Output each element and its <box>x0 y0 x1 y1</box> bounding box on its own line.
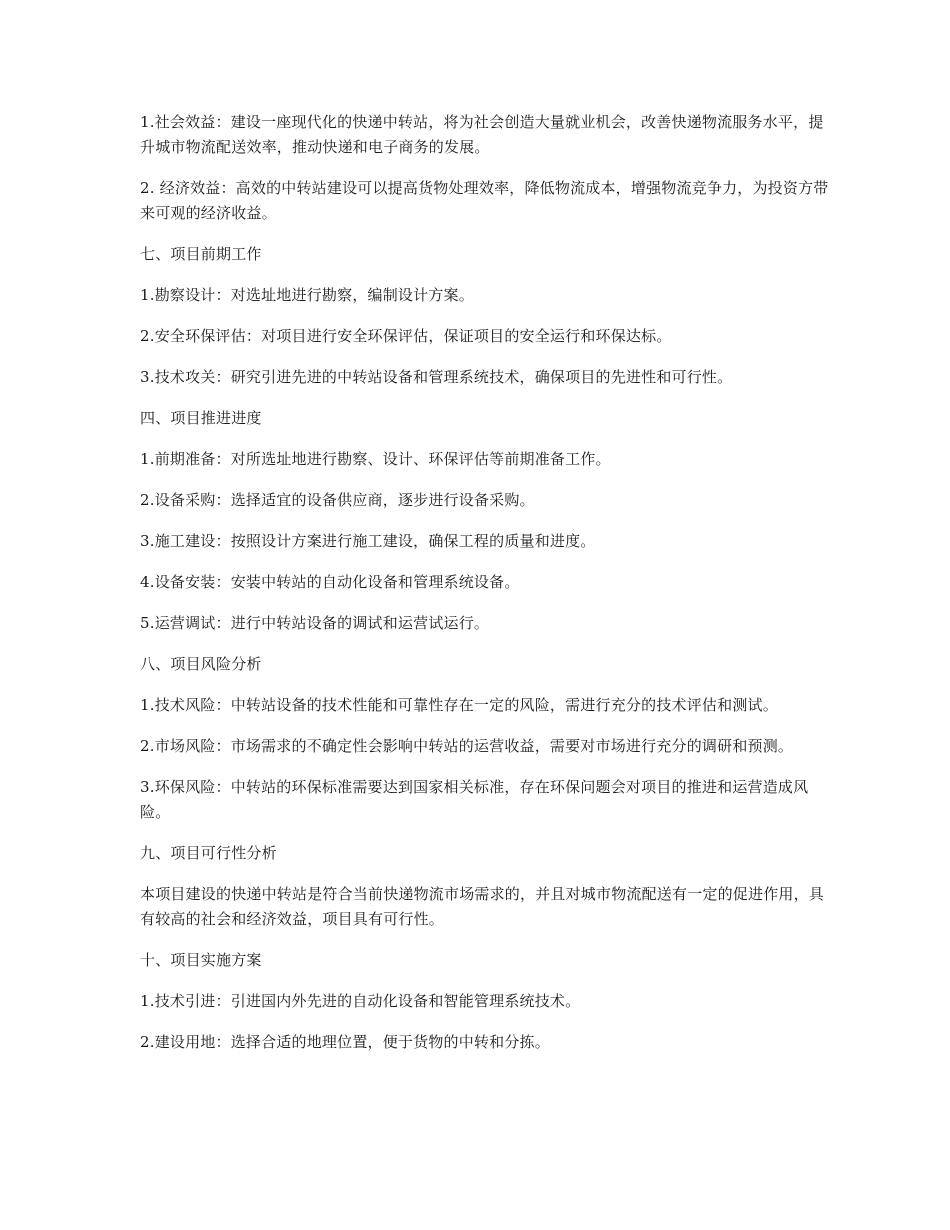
paragraph-feasibility: 本项目建设的快递中转站是符合当前快递物流市场需求的，并且对城市物流配送有一定的促进作用，具有较高的社会和经济效益，项目具有可行性。 <box>140 885 825 928</box>
paragraph-commissioning: 5.运营调试：进行中转站设备的调试和运营试运行。 <box>140 614 490 632</box>
section-heading-risk-analysis: 八、项目风险分析 <box>140 655 262 673</box>
paragraph-installation: 4.设备安装：安装中转站的自动化设备和管理系统设备。 <box>140 573 520 591</box>
paragraph-technology-introduction: 1.技术引进：引进国内外先进的自动化设备和智能管理系统技术。 <box>140 992 581 1010</box>
paragraph-procurement: 2.设备采购：选择适宜的设备供应商，逐步进行设备采购。 <box>140 491 535 509</box>
paragraph-environmental-risk: 3.环保风险：中转站的环保标准需要达到国家相关标准，存在环保问题会对项目的推进和运营造成风险。 <box>140 778 809 821</box>
paragraph-preparation: 1.前期准备：对所选址地进行勘察、设计、环保评估等前期准备工作。 <box>140 450 611 468</box>
section-heading-progress: 四、项目推进进度 <box>140 409 262 427</box>
paragraph-technical-risk: 1.技术风险：中转站设备的技术性能和可靠性存在一定的风险，需进行充分的技术评估和测试。 <box>140 696 778 714</box>
paragraph-technical-research: 3.技术攻关：研究引进先进的中转站设备和管理系统技术，确保项目的先进性和可行性。 <box>140 368 733 386</box>
section-heading-feasibility: 九、项目可行性分析 <box>140 844 277 862</box>
paragraph-construction-land: 2.建设用地：选择合适的地理位置，便于货物的中转和分拣。 <box>140 1033 550 1051</box>
paragraph-construction: 3.施工建设：按照设计方案进行施工建设，确保工程的质量和进度。 <box>140 532 596 550</box>
section-heading-preliminary-work: 七、项目前期工作 <box>140 245 262 263</box>
document-body <box>140 110 830 1071</box>
paragraph-social-benefit: 1.社会效益：建设一座现代化的快递中转站，将为社会创造大量就业机会，改善快递物流服务水平，提升城市物流配送效率，推动快递和电子商务的发展。 <box>140 113 824 156</box>
paragraph-safety-assessment: 2.安全环保评估：对项目进行安全环保评估，保证项目的安全运行和环保达标。 <box>140 327 672 345</box>
section-heading-implementation: 十、项目实施方案 <box>140 951 262 969</box>
paragraph-market-risk: 2.市场风险：市场需求的不确定性会影响中转站的运营收益，需要对市场进行充分的调研和预测。 <box>140 737 794 755</box>
paragraph-survey-design: 1.勘察设计：对选址地进行勘察，编制设计方案。 <box>140 286 474 304</box>
paragraph-economic-benefit: 2. 经济效益：高效的中转站建设可以提高货物处理效率，降低物流成本，增强物流竞争力，为投资方带来可观的经济收益。 <box>140 179 829 222</box>
